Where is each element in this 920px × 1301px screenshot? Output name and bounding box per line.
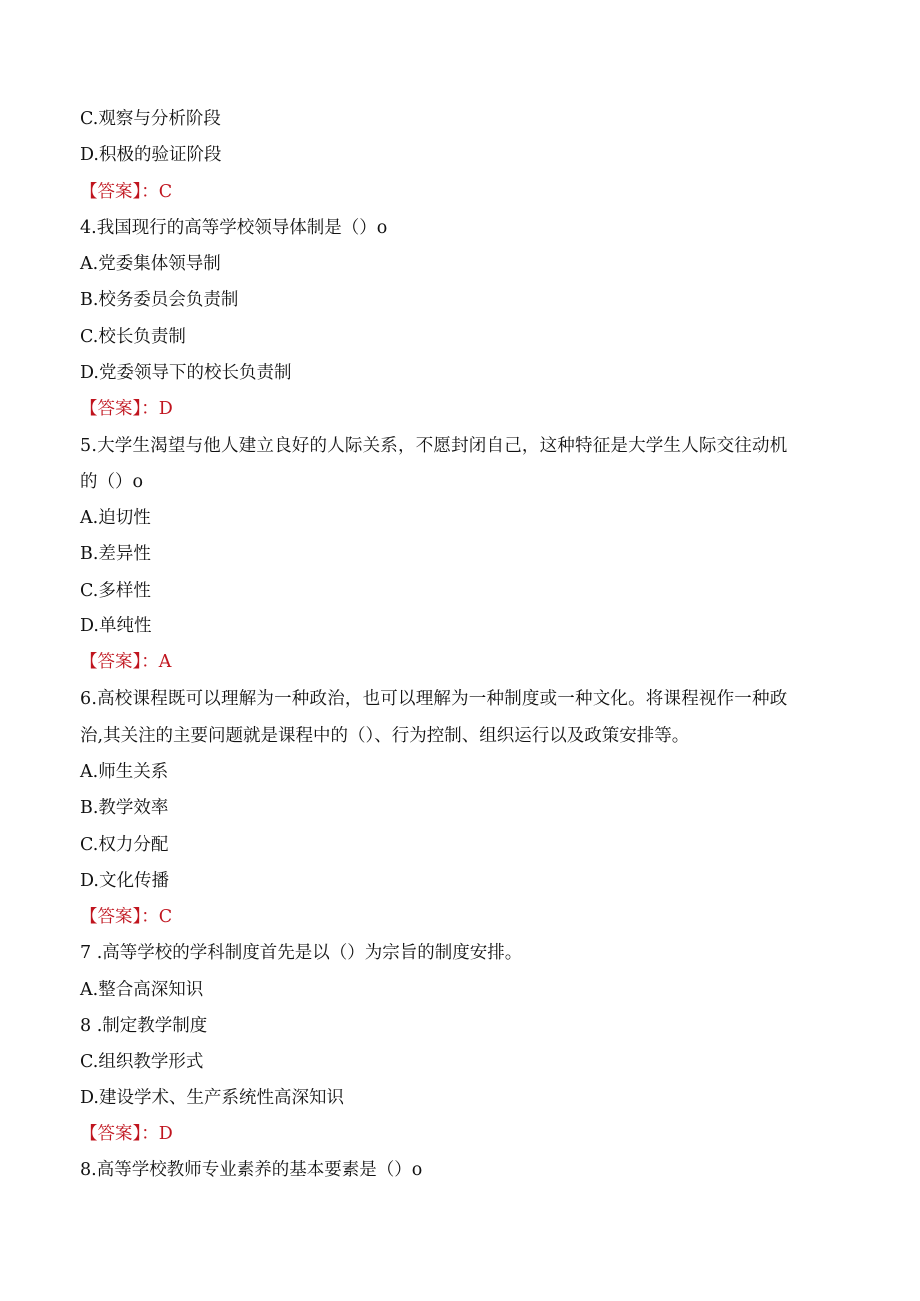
option-c: C.校长负责制 <box>80 327 186 347</box>
option-c: C.多样性 <box>80 581 151 601</box>
question-6: 6.高校课程既可以理解为一种政治，也可以理解为一种制度或一种文化。将课程视作一种政 <box>80 689 788 709</box>
option-b: B.教学效率 <box>80 798 169 818</box>
question-7: 7 .高等学校的学科制度首先是以（）为宗旨的制度安排。 <box>80 943 523 963</box>
answer-line: 【答案】：C <box>80 182 173 202</box>
answer-line: 【答案】：D <box>80 1124 173 1144</box>
option-d: D.党委领导下的校长负责制 <box>80 363 292 383</box>
option-d: D.积极的验证阶段 <box>80 145 222 165</box>
question-6-continued: 治,其关注的主要问题就是课程中的（）、行为控制、组织运行以及政策安排等。 <box>80 726 690 746</box>
option-b: 8 .制定教学制度 <box>80 1016 208 1036</box>
option-a: A.党委集体领导制 <box>80 254 221 274</box>
option-b: B.差异性 <box>80 544 151 564</box>
option-a: A.整合高深知识 <box>80 980 204 1000</box>
option-d: D.文化传播 <box>80 871 169 891</box>
option-a: A.师生关系 <box>80 762 169 782</box>
question-5-continued: 的（）o <box>80 472 144 492</box>
option-b: B.校务委员会负责制 <box>80 290 239 310</box>
answer-line: 【答案】：C <box>80 907 173 927</box>
question-5: 5.大学生渴望与他人建立良好的人际关系，不愿封闭自己，这种特征是大学生人际交往动机 <box>80 436 788 456</box>
answer-line: 【答案】：A <box>80 652 172 672</box>
question-4: 4.我国现行的高等学校领导体制是（）o <box>80 218 388 238</box>
option-c: C.权力分配 <box>80 835 169 855</box>
option-d: D.建设学术、生产系统性高深知识 <box>80 1088 344 1108</box>
option-c: C.观察与分析阶段 <box>80 109 221 129</box>
option-c: C.组织教学形式 <box>80 1052 204 1072</box>
option-a: A.迫切性 <box>80 508 151 528</box>
question-8: 8.高等学校教师专业素养的基本要素是（）o <box>80 1160 423 1180</box>
option-d: D.单纯性 <box>80 616 152 636</box>
answer-line: 【答案】：D <box>80 399 173 419</box>
